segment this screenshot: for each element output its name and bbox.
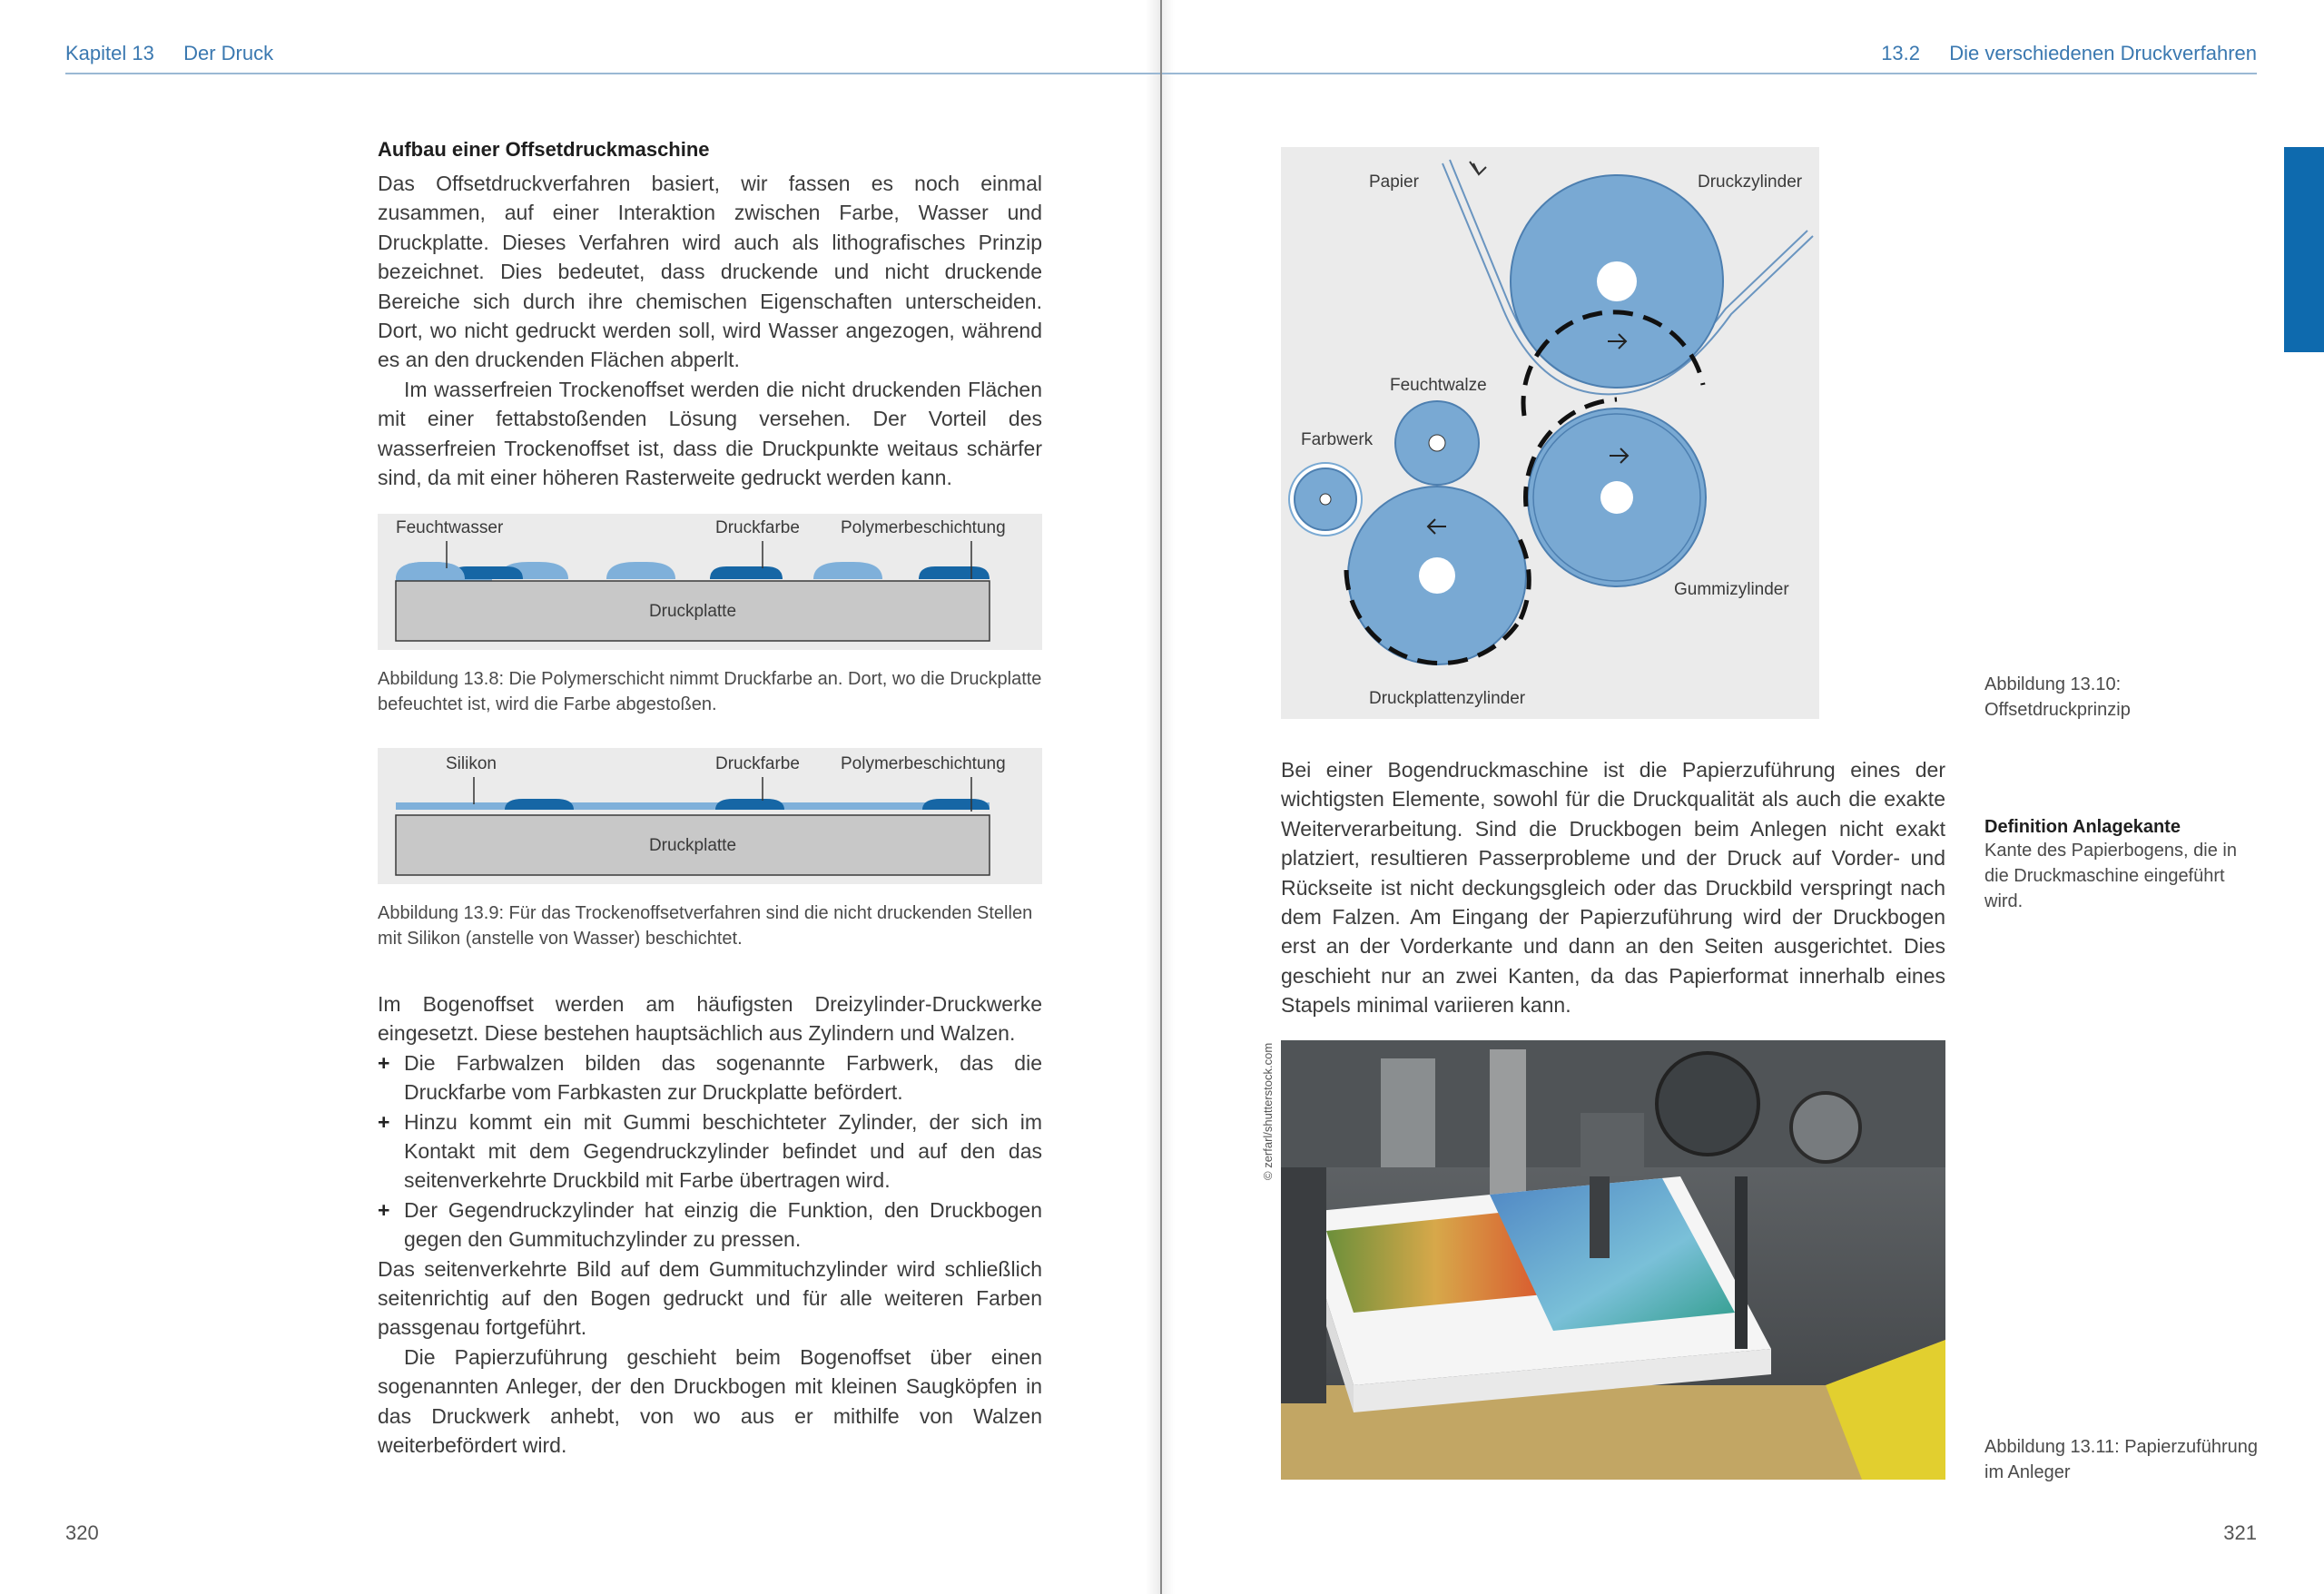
machine-part bbox=[1490, 1049, 1526, 1195]
header-rule-left bbox=[65, 73, 1160, 74]
chapter-title: Der Druck bbox=[183, 42, 274, 64]
plate-label: Druckplatte bbox=[648, 602, 737, 621]
suction-arm bbox=[1590, 1176, 1610, 1258]
list-item bbox=[378, 1048, 1042, 1107]
list-item-text: Hinzu kommt ein mit Gummi beschichteter Zylinder, der sich im Kontakt mit dem Gegendruckzylinder befindet und auf den das seitenverkehrte Druckbild mit Farbe übertragen wird. bbox=[404, 1109, 1042, 1193]
silicone-label: Silikon bbox=[446, 754, 497, 773]
page-number-right: 321 bbox=[2223, 1521, 2257, 1544]
figure-13-10-caption: Abbildung 13.10: Offsetdruckprinzip bbox=[1984, 674, 2131, 720]
page-number-left: 320 bbox=[65, 1521, 99, 1544]
plate-cylinder-label: Druckplattenzylinder bbox=[1369, 689, 1526, 708]
plus-icon: + bbox=[378, 1109, 390, 1134]
waterless-offset-diagram bbox=[378, 748, 1042, 884]
page-gutter-shadow bbox=[1146, 0, 1160, 1594]
section-heading: Aufbau einer Offsetdruckmaschine bbox=[378, 138, 710, 161]
paragraph: Die Papierzuführung geschieht beim Bogenoffset über einen sogenannten Anleger, der den Druckbogen mit kleinen Saugköpfen in das Druckwerk anhebt, von wo aus er mithilfe von Walzen weiterbefördert wird. bbox=[378, 1344, 1042, 1458]
machine-part bbox=[1381, 1058, 1435, 1167]
polymer-label: Polymerbeschichtung bbox=[841, 518, 1006, 537]
ink-film bbox=[710, 566, 783, 579]
list-item-text: Die Farbwalzen bilden das sogenannte Farbwerk, das die Druckfarbe vom Farbkasten zur Druckplatte befördert. bbox=[404, 1050, 1042, 1105]
intro-text bbox=[378, 169, 1042, 492]
section-number: 13.2 bbox=[1881, 42, 1921, 64]
figure-13-8 bbox=[378, 514, 1042, 650]
definition-box bbox=[1984, 817, 2266, 914]
definition-text: Kante des Papierbogens, die in die Druckmaschine eingeführt wird. bbox=[1984, 841, 2237, 911]
figure-13-8-caption: Abbildung 13.8: Die Polymerschicht nimmt Druckfarbe an. Dort, wo die Druckplatte befeuchtet ist, wird die Farbe abgestoßen. bbox=[378, 669, 1042, 714]
chapter-label: Kapitel 13 bbox=[65, 42, 154, 64]
polymer-label: Polymerbeschichtung bbox=[841, 754, 1006, 773]
wet-offset-diagram bbox=[378, 514, 1042, 650]
silicone-layer bbox=[396, 802, 990, 810]
paragraph: Das Offsetdruckverfahren basiert, wir fassen es noch einmal zusammen, auf einer Interaktion zwischen Farbe, Wasser und Druckplatte. Dieses Verfahren wird auch als lithografisches Prinzip bezeichnet. Dies bedeutet, dass druckende und nicht druckende Bereiche sich durch ihre chemischen Eigenschaften unterscheiden. Dort, wo nicht gedruckt werden soll, wird Wasser angezogen, während es an den druckenden Flächen abperlt. bbox=[378, 172, 1042, 372]
plus-icon: + bbox=[378, 1050, 390, 1075]
water-label: Feuchtwasser bbox=[396, 518, 504, 537]
plate-label: Druckplatte bbox=[648, 836, 737, 855]
suction-head bbox=[1735, 1176, 1748, 1349]
cylinder-axle bbox=[1320, 494, 1331, 505]
ink-film bbox=[505, 799, 574, 810]
machine-frame bbox=[1281, 1167, 1326, 1403]
figure-13-11-photo bbox=[1281, 1040, 1945, 1480]
list-item-text: Der Gegendruckzylinder hat einzig die Funktion, den Druckbogen gegen den Gummituchzylinder zu pressen. bbox=[404, 1197, 1042, 1252]
section-title: Die verschiedenen Druckverfahren bbox=[1949, 42, 2257, 64]
paragraph: Das seitenverkehrte Bild auf dem Gummituchzylinder wird schließlich seitenrichtig auf den Bogen gedruckt und für alle weiteren Farben passgenau fortgeführt. bbox=[378, 1256, 1042, 1340]
inking-unit-label: Farbwerk bbox=[1301, 430, 1374, 449]
feeder-head bbox=[1581, 1113, 1644, 1176]
ink-label: Druckfarbe bbox=[715, 518, 800, 537]
paragraph: Bei einer Bogendruckmaschine ist die Papierzuführung eines der wichtigsten Elemente, sowohl für die Druckqualität als auch die exakte Weiterverarbeitung. Sind die Druckbogen beim Anlegen nicht exakt platziert, resultieren Passerprobleme und der Druck auf Vorder- und Rückseite ist nicht deckungsgleich oder das Druckbild verspringt nach dem Falzen. Am Eingang der Papierzuführung wird der Druckbogen erst an der Vorderkante und dann an den Seiten ausgerichtet. Dies geschieht nur an zwei Kanten, da das Papierformat innerhalb eines Stapels minimal variieren kann. bbox=[1281, 758, 1945, 1018]
figure-13-9-caption: Abbildung 13.9: Für das Trockenoffsetverfahren sind die nicht druckenden Stellen mit Silikon (anstelle von Wasser) beschichtet. bbox=[378, 903, 1033, 949]
figure-13-10 bbox=[1281, 147, 1819, 719]
page-gutter-shadow-right bbox=[1162, 0, 1175, 1594]
paragraph: Im wasserfreien Trockenoffset werden die nicht druckenden Flächen mit einer fettabstoßenden Lösung versehen. Der Vorteil des wasserfreien Trockenoffset ist, dass die Druckpunkte weitaus schärfer sind, da mit einer höheren Rasterweite gedruckt werden kann. bbox=[378, 377, 1042, 490]
definition-title: Definition Anlagekante bbox=[1984, 817, 2181, 837]
ink-film bbox=[919, 566, 990, 579]
ink-film bbox=[922, 799, 990, 810]
press-feeder-photo bbox=[1281, 1040, 1945, 1480]
cylinder-axle bbox=[1429, 435, 1445, 451]
dampening-roller-label: Feuchtwalze bbox=[1390, 376, 1487, 395]
list-item bbox=[378, 1107, 1042, 1196]
paragraph: Im Bogenoffset werden am häufigsten Dreizylinder-Druckwerke eingesetzt. Diese bestehen hauptsächlich aus Zylindern und Walzen. bbox=[378, 992, 1042, 1046]
paper-label: Papier bbox=[1369, 172, 1419, 192]
figure-13-11-caption: Abbildung 13.11: Papierzuführung im Anleger bbox=[1984, 1437, 2258, 1482]
list-item bbox=[378, 1196, 1042, 1255]
machine-wheel bbox=[1657, 1053, 1758, 1155]
bullet-list bbox=[378, 1048, 1042, 1255]
cylinder-axle bbox=[1597, 261, 1637, 301]
running-header-left bbox=[65, 42, 273, 65]
right-body-text bbox=[1281, 755, 1945, 1020]
offset-principle-diagram bbox=[1281, 147, 1819, 719]
cylinder-axle bbox=[1419, 557, 1455, 594]
ink-label: Druckfarbe bbox=[715, 754, 800, 773]
photo-credit: © zerfarl/shutterstock.com bbox=[1261, 1042, 1275, 1180]
figure-13-9 bbox=[378, 748, 1042, 884]
ink-film bbox=[715, 799, 784, 810]
page-gutter bbox=[1160, 0, 1162, 1594]
chapter-thumb-tab bbox=[2284, 147, 2324, 352]
header-rule-right bbox=[1162, 73, 2257, 74]
machine-gear bbox=[1791, 1093, 1860, 1162]
plus-icon: + bbox=[378, 1197, 390, 1222]
body-text-lower bbox=[378, 989, 1042, 1461]
blanket-cylinder-label: Gummizylinder bbox=[1674, 580, 1789, 599]
cylinder-axle bbox=[1600, 481, 1633, 514]
running-header-right bbox=[1881, 42, 2257, 65]
impression-cylinder-label: Druckzylinder bbox=[1698, 172, 1803, 192]
